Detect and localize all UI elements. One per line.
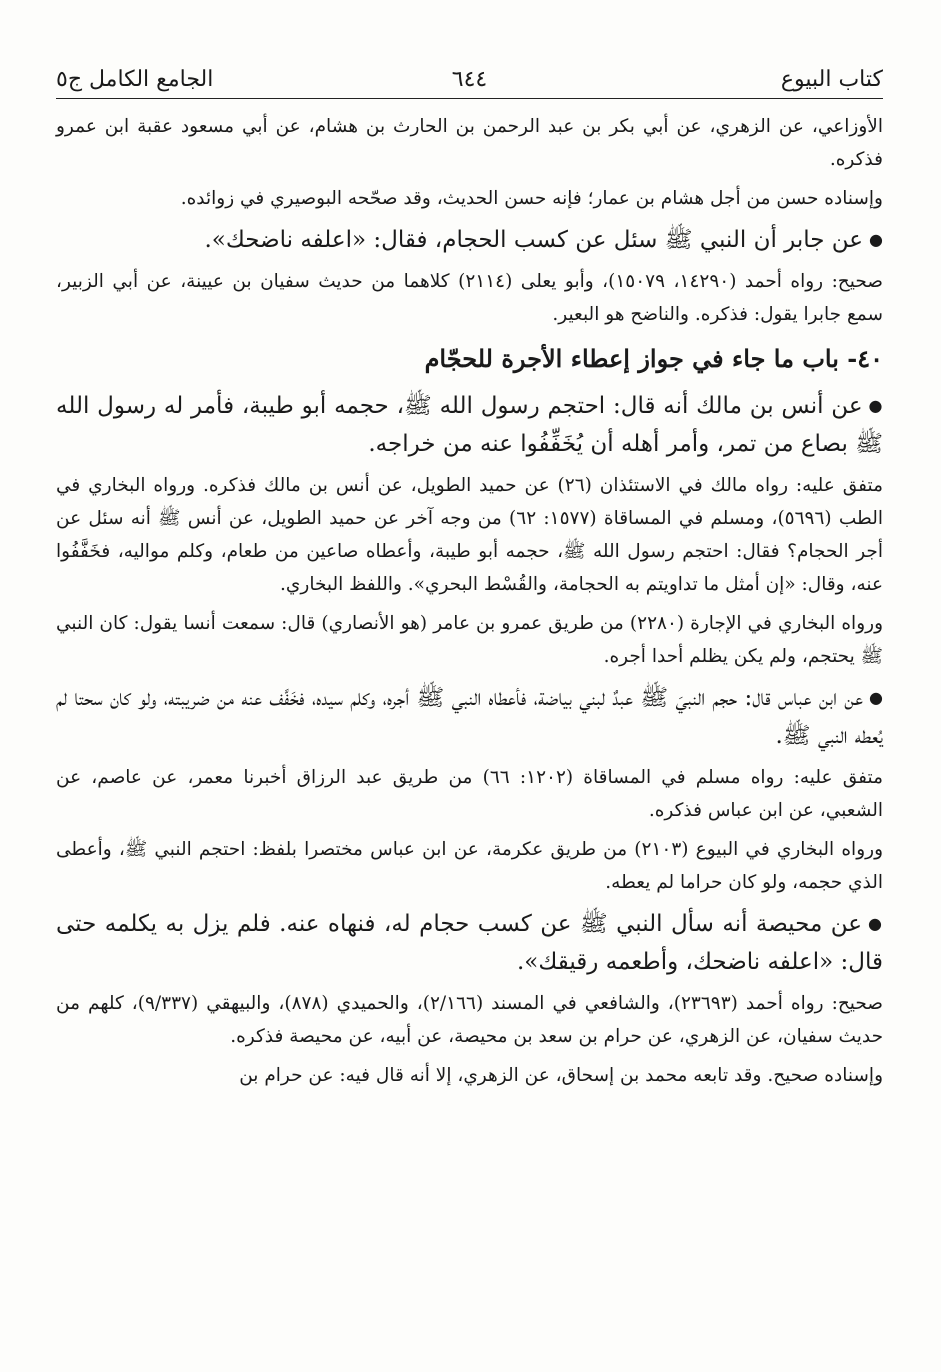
hadith-paragraph	[56, 905, 883, 981]
bullet-icon: ●	[867, 914, 883, 933]
hadith-text: عن ابن عباس قال: حجم النبيَ ﷺ عبدٌ لبني بياضة، فأعطاه النبي ﷺ أجره، وكلم سيده، فخَفَّف عنه من ضريبته، ولو كان سحتا لم يُعطه النبي ﷺ.	[56, 685, 883, 749]
commentary-paragraph: صحيح: رواه أحمد (٢٣٦٩٣)، والشافعي في المسند (٢/١٦٦)، والحميدي (٨٧٨)، والبيهقي (٩/٣٣٧)، كلهم من حديث سفيان، عن الزهري، عن حرام بن سعد بن محيصة، عن أبيه، عن محيصة فذكره.	[56, 993, 884, 1047]
commentary-paragraph: وإسناده صحيح. وقد تابعه محمد بن إسحاق، عن الزهري، إلا أنه قال فيه: عن حرام بن	[239, 1065, 883, 1086]
bullet-icon: ●	[869, 688, 883, 707]
page-body	[56, 110, 883, 1098]
page-header	[56, 58, 883, 99]
page-number: ٦٤٤	[451, 67, 488, 92]
commentary-paragraph: ورواه البخاري في البيوع (٢١٠٣) من طريق عكرمة، عن ابن عباس مختصرا بلفظ: احتجم النبي ﷺ، وأعطى الذي حجمه، ولو كان حراما لم يعطه.	[56, 839, 884, 893]
running-head-book: كتاب البيوع	[780, 67, 883, 92]
commentary-paragraph: متفق عليه: رواه مالك في الاستئذان (٢٦) عن حميد الطويل، عن أنس بن مالك فذكره. ورواه البخاري في الطب (٥٦٩٦)، ومسلم في المساقاة (١٥٧٧: ٦٢) من وجه آخر عن حميد الطويل، عن أنس ﷺ أنه سئل عن أجر الحجام؟ فقال: احتجم رسول الله ﷺ، حجمه أبو طيبة، وأعطاه صاعين من طعام، وكلم مواليه، فخَفَّفُوا عنه، وقال: «إن أمثل ما تداويتم به الحجامة، والقُسْط البحري». واللفظ البخاري.	[56, 475, 884, 595]
hadith-text: عن محيصة أنه سأل النبي ﷺ عن كسب حجام له، فنهاه عنه. فلم يزل به يكلمه حتى قال: «اعلفه ناضحك، وأطعمه رقيقك».	[56, 911, 883, 975]
hadith-text: عن جابر أن النبي ﷺ سئل عن كسب الحجام، فقال: «اعلفه ناضحك».	[204, 227, 864, 253]
commentary-paragraph: وإسناده حسن من أجل هشام بن عمار؛ فإنه حسن الحديث، وقد صحّحه البوصيري في زوائده.	[180, 188, 883, 209]
hadith-paragraph	[56, 387, 883, 463]
hadith-text: عن أنس بن مالك أنه قال: احتجم رسول الله ﷺ، حجمه أبو طيبة، فأمر له رسول الله ﷺ بصاع من تمر، وأمر أهله أن يُخَفِّفُوا عنه من خراجه.	[56, 393, 883, 457]
bullet-icon: ●	[869, 230, 883, 249]
commentary-paragraph: ورواه البخاري في الإجارة (٢٢٨٠) من طريق عمرو بن عامر (هو الأنصاري) قال: سمعت أنسا يقول: كان النبي ﷺ يحتجم، ولم يكن يظلم أحدا أجره.	[56, 613, 884, 667]
hadith-paragraph	[56, 679, 883, 755]
commentary-paragraph: متفق عليه: رواه مسلم في المساقاة (١٢٠٢: ٦٦) من طريق عبد الرزاق أخبرنا معمر، عن عاصم، عن الشعبي، عن ابن عباس فذكره.	[56, 767, 883, 821]
running-head-work: الجامع الكامل ج٥	[56, 67, 214, 92]
commentary-paragraph: صحيح: رواه أحمد (١٤٢٩٠، ١٥٠٧٩)، وأبو يعلى (٢١١٤) كلاهما من حديث سفيان بن عيينة، عن أبي الزبير، سمع جابرا يقول: فذكره. والناضح هو البعير.	[56, 271, 883, 325]
bullet-icon: ●	[868, 396, 883, 415]
commentary-paragraph: الأوزاعي، عن الزهري، عن أبي بكر بن عبد الرحمن بن الحارث بن هشام، عن أبي مسعود عقبة ابن عمرو فذكره.	[56, 116, 883, 170]
hadith-paragraph	[56, 221, 883, 259]
chapter-title: ٤٠- باب ما جاء في جواز إعطاء الأجرة للحجّام	[424, 344, 883, 373]
